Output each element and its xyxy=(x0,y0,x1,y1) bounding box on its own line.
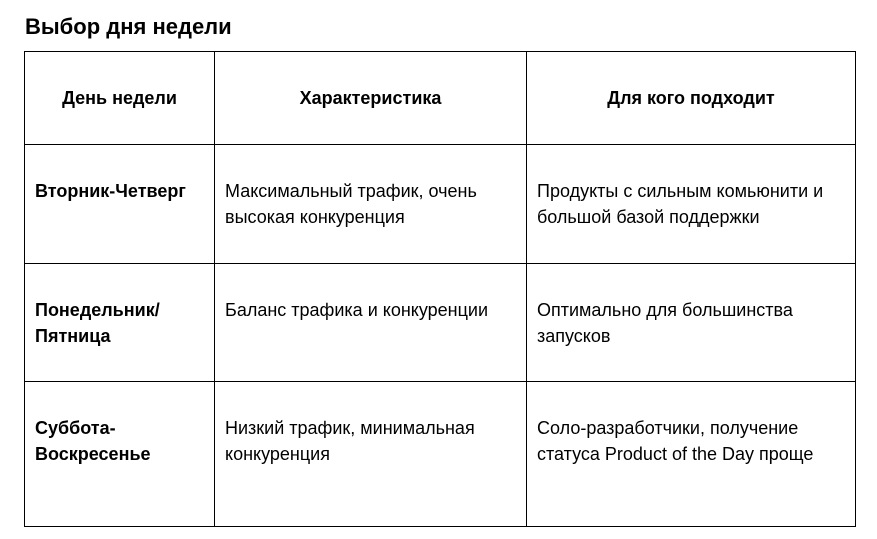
header-characteristic: Характеристика xyxy=(215,52,527,145)
table-row xyxy=(25,145,856,264)
header-suitable-for: Для кого подходит xyxy=(527,52,856,145)
cell-characteristic: Баланс трафика и конкуренции xyxy=(215,264,527,382)
cell-day: Суббота-Воскресенье xyxy=(25,382,215,527)
cell-suitable-for: Продукты с сильным комьюнити и большой базой поддержки xyxy=(527,145,856,264)
cell-suitable-for: Оптимально для большинства запусков xyxy=(527,264,856,382)
table-row xyxy=(25,264,856,382)
cell-suitable-for: Соло-разработчики, получение статуса Product of the Day проще xyxy=(527,382,856,527)
cell-characteristic: Максимальный трафик, очень высокая конкуренция xyxy=(215,145,527,264)
cell-characteristic: Низкий трафик, минимальная конкуренция xyxy=(215,382,527,527)
document-title: Выбор дня недели xyxy=(25,14,232,39)
cell-day: Понедельник/Пятница xyxy=(25,264,215,382)
weekday-table xyxy=(24,51,856,527)
header-weekday: День недели xyxy=(25,52,215,145)
cell-day: Вторник-Четверг xyxy=(25,145,215,264)
table-header-row xyxy=(25,52,856,145)
table-row xyxy=(25,382,856,527)
